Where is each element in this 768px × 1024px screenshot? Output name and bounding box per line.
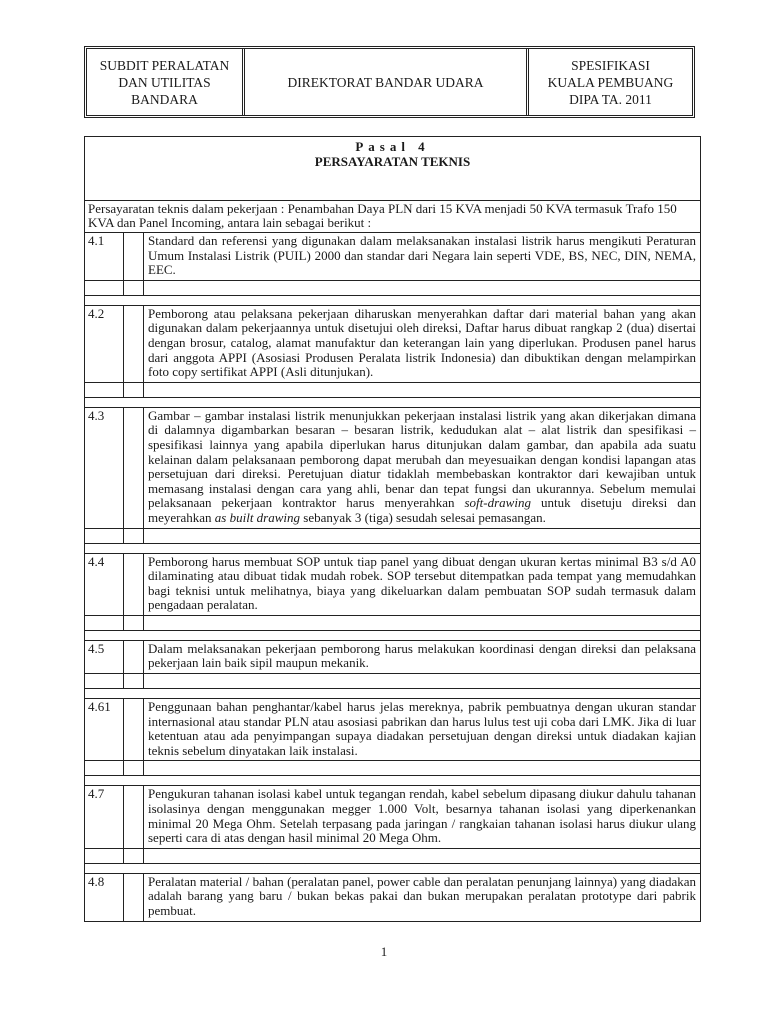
item-number: 4.3 bbox=[85, 408, 124, 528]
item-check-column bbox=[124, 786, 144, 847]
document-header bbox=[84, 46, 695, 118]
item-number: 4.1 bbox=[85, 233, 124, 280]
item-text-part: Standard dan referensi yang digunakan dalam melaksanakan instalasi listrik harus mengikuti Peraturan Umum Instalasi Listrik (PUIL) 2000 dan standar dari Negara lain seperti VDE, BS, NEC, DIN, NEMA, EEC. bbox=[148, 233, 696, 278]
spacer-cell bbox=[124, 674, 144, 688]
header-center-text: DIREKTORAT BANDAR UDARA bbox=[287, 74, 484, 90]
item-text bbox=[144, 306, 700, 382]
item-gap bbox=[85, 398, 700, 408]
spacer-cell bbox=[124, 383, 144, 397]
item-text bbox=[144, 554, 700, 615]
section-title: PERSAYARATAN TEKNIS bbox=[314, 154, 471, 169]
section-title-block bbox=[85, 137, 700, 201]
spacer-cell bbox=[124, 849, 144, 863]
section-intro: Persayaratan teknis dalam pekerjaan : Penambahan Daya PLN dari 15 KVA menjadi 50 KVA termasuk Trafo 150 KVA dan Panel Incoming, antara lain sebagai berikut : bbox=[85, 201, 700, 233]
item-text bbox=[144, 699, 700, 760]
item-gap bbox=[85, 631, 700, 641]
header-center-cell bbox=[245, 49, 529, 115]
item-spacer-row bbox=[85, 674, 700, 689]
item-spacer-row bbox=[85, 281, 700, 296]
header-right-line: DIPA TA. 2011 bbox=[569, 91, 652, 107]
item-spacer-row bbox=[85, 383, 700, 398]
spacer-cell bbox=[144, 616, 700, 630]
spacer-cell bbox=[144, 529, 700, 543]
item-text-part: Peralatan material / bahan (peralatan panel, power cable dan peralatan penunjang lainnya) yang diadakan adalah barang yang baru / bukan bekas pakai dan bukan merupakan peralatan prototype dari pabrik pembuat. bbox=[148, 873, 696, 918]
item-check-column bbox=[124, 408, 144, 528]
item-text-italic: soft-drawing bbox=[464, 495, 531, 511]
page-number: 1 bbox=[380, 944, 388, 959]
item-number: 4.4 bbox=[85, 554, 124, 615]
spacer-cell bbox=[85, 761, 124, 775]
spacer-cell bbox=[85, 616, 124, 630]
item-number: 4.7 bbox=[85, 786, 124, 847]
item-gap bbox=[85, 864, 700, 874]
spacer-cell bbox=[144, 383, 700, 397]
header-left-cell bbox=[87, 49, 245, 115]
spacer-cell bbox=[85, 674, 124, 688]
spacer-cell bbox=[85, 849, 124, 863]
item-text-part: Pemborong harus membuat SOP untuk tiap panel yang dibuat dengan ukuran kertas minimal B3 s/d A0 dilaminating atau dibuat tidak mudah robek. SOP tersebut ditempatkan pada tempat yang memudahkan bagi teknisi untuk melihatnya, biaya yang dikeluarkan dalam pembuatan SOP sudah termasuk dalam pengadaan peralatan. bbox=[148, 553, 696, 613]
item-row bbox=[85, 306, 700, 383]
item-spacer-row bbox=[85, 616, 700, 631]
spacer-cell bbox=[124, 616, 144, 630]
spacer-cell bbox=[144, 761, 700, 775]
header-right-line: SPESIFIKASI bbox=[571, 57, 650, 73]
item-check-column bbox=[124, 699, 144, 760]
item-number: 4.5 bbox=[85, 641, 124, 673]
item-number: 4.2 bbox=[85, 306, 124, 382]
header-right-cell bbox=[529, 49, 692, 115]
item-text-part: untuk disetuju direksi dan meyerahkan bbox=[148, 495, 696, 525]
item-spacer-row bbox=[85, 761, 700, 776]
requirements-table bbox=[84, 136, 701, 922]
item-check-column bbox=[124, 233, 144, 280]
spacer-cell bbox=[144, 849, 700, 863]
item-row bbox=[85, 699, 700, 761]
item-check-column bbox=[124, 874, 144, 921]
item-gap bbox=[85, 296, 700, 306]
item-row bbox=[85, 233, 700, 281]
spacer-cell bbox=[124, 281, 144, 295]
spacer-cell bbox=[144, 281, 700, 295]
item-spacer-row bbox=[85, 849, 700, 864]
header-left-line: BANDARA bbox=[131, 91, 198, 107]
item-text-part: Penggunaan bahan penghantar/kabel harus jelas mereknya, pabrik pembuatnya dengan ukuran standar internasional atau standar PLN atau asosiasi pabrikan dan harus lulus test uji coba dari LMK. Jika di luar ketentuan atau ada penyimpangan supaya diadakan persetujuan dengan direksi untuk diadakan kajian teknis sebelum dinyatakan laik instalasi. bbox=[148, 699, 696, 758]
item-row bbox=[85, 641, 700, 674]
item-gap bbox=[85, 544, 700, 554]
item-number: 4.8 bbox=[85, 874, 124, 921]
spacer-cell bbox=[124, 529, 144, 543]
item-text bbox=[144, 233, 700, 280]
item-check-column bbox=[124, 641, 144, 673]
spacer-cell bbox=[144, 674, 700, 688]
item-text bbox=[144, 874, 700, 921]
item-row bbox=[85, 786, 700, 848]
header-left-line: DAN UTILITAS bbox=[118, 74, 211, 90]
item-check-column bbox=[124, 554, 144, 615]
item-gap bbox=[85, 689, 700, 699]
item-text bbox=[144, 408, 700, 528]
item-spacer-row bbox=[85, 529, 700, 544]
item-check-column bbox=[124, 306, 144, 382]
item-number: 4.61 bbox=[85, 699, 124, 760]
spacer-cell bbox=[85, 529, 124, 543]
item-text-part: Dalam melaksanakan pekerjaan pemborong harus melakukan koordinasi dengan direksi dan pelaksana pekerjaan lain baik sipil maupun mekanik. bbox=[148, 640, 696, 671]
spacer-cell bbox=[85, 281, 124, 295]
header-right-line: KUALA PEMBUANG bbox=[547, 74, 674, 90]
item-text-italic: as built drawing bbox=[214, 509, 301, 525]
pasal-label: Pasal 4 bbox=[355, 139, 430, 154]
header-left-line: SUBDIT PERALATAN bbox=[99, 57, 230, 73]
spacer-cell bbox=[85, 383, 124, 397]
item-gap bbox=[85, 776, 700, 786]
item-text-part: Gambar – gambar instalasi listrik menunjukkan pekerjaan instalasi listrik yang akan dikerjakan dimana di dalamnya digambarkan besaran – besaran listrik, kedudukan alat – alat listrik dan spesifikasi – spesifikasi lainnya yang apabila diperlukan harus ditunjukan dalam gambar, dan apabila ada suatu kelainan dalam pelaksanaan pemborong dapat merubah dan meyesuaikan dengan kondisi lapangan atas persetujuan dari direksi. Peretujuan diatur tidaklah membebaskan kontraktor dari kewajiban untuk memasang instalasi dengan cara yang ahli, benar dan tepat fungsi dan ukurannya. Sebelum memulai pelaksanaan pekerjaan kontraktor harus menyerahkan bbox=[148, 407, 696, 511]
item-row bbox=[85, 408, 700, 529]
item-text-part: sebanyak 3 (tiga) sesudah selesai pemasangan. bbox=[300, 509, 546, 525]
spacer-cell bbox=[124, 761, 144, 775]
item-text-part: Pengukuran tahanan isolasi kabel untuk tegangan rendah, kabel sebelum dipasang diukur dahulu tahanan isolasinya dengan menggunakan megger 1.000 Volt, besarnya tahanan isolasi yang diperkenankan minimal 20 Mega Ohm. Setelah terpasang pada jaringan / rangkaian tahanan isolasi harus diukur ulang seperti cara di atas dengan hasil minimal 20 Mega Ohm. bbox=[148, 786, 696, 846]
item-text bbox=[144, 641, 700, 673]
item-text-part: Pemborong atau pelaksana pekerjaan diharuskan menyerahkan daftar dari material bahan yang akan digunakan dalam pekerjaannya untuk disetujui oleh direksi, Daftar harus dibuat rangkap 2 (dua) disertai dengan brosur, catalog, alamat manufaktur dan keterangan lain yang diperlukan. Produsen panel harus dari anggota APPI (Asosiasi Produsen Peralata listrik Indonesia) dan dibuktikan dengan melampirkan foto copy sertifikat APPI (Asli ditunjukan). bbox=[148, 305, 696, 380]
items-list bbox=[85, 233, 700, 921]
item-row bbox=[85, 554, 700, 616]
item-row bbox=[85, 874, 700, 921]
item-text bbox=[144, 786, 700, 847]
